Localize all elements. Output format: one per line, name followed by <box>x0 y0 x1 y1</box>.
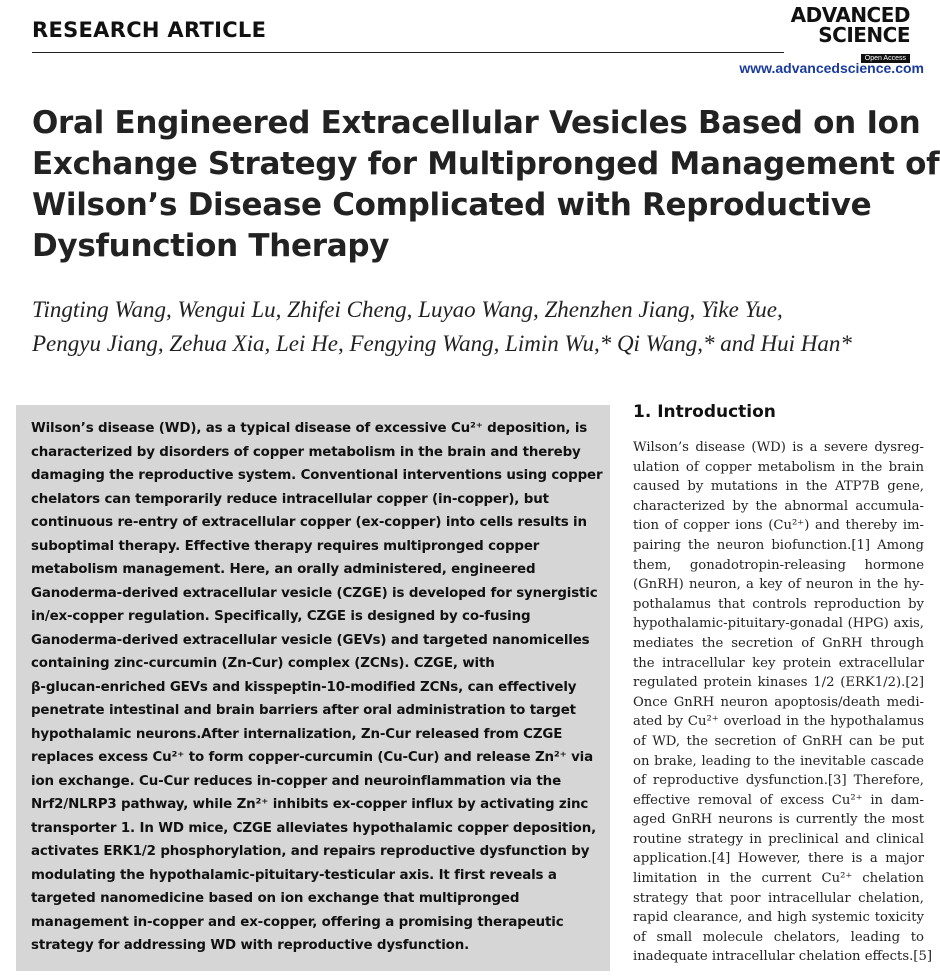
intro-line: aged GnRH neurons is currently the most <box>633 812 924 828</box>
abstract-line: metabolism management. Here, an orally administered, engineered <box>31 562 536 577</box>
intro-line: hypothalamic-pituitary-gonadal (HPG) axis, <box>633 616 924 632</box>
abstract-line: Wilson’s disease (WD), as a typical disease of excessive Cu²⁺ deposition, is <box>31 421 588 436</box>
intro-line: limitation in the current Cu²⁺ chelation <box>633 871 924 887</box>
intro-line: them, gonadotropin-releasing hormone <box>633 557 924 573</box>
intro-line: inadequate intracellular chelation effects.[5] <box>633 949 932 965</box>
abstract-line: chelators can temporarily reduce intracellular copper (in-copper), but <box>31 491 549 507</box>
abstract-line: characterized by disorders of copper metabolism in the brain and thereby <box>31 444 581 460</box>
intro-line: tion of copper ions (Cu²⁺) and thereby im- <box>633 518 924 534</box>
open-access-badge: Open Access <box>861 54 910 63</box>
intro-line: of reproductive dysfunction.[3] Therefore, <box>633 773 924 789</box>
intro-line: of small molecule chelators, leading to <box>633 929 924 945</box>
intro-line: the intracellular key protein extracellular <box>633 655 924 671</box>
abstract-line: β-glucan-enriched GEVs and kisspeptin-10-modified ZCNs, can effectively <box>31 679 577 695</box>
intro-line: ated by Cu²⁺ overload in the hypothalamus <box>633 714 924 730</box>
abstract-line: penetrate intestinal and brain barriers after oral administration to target <box>31 703 576 718</box>
intro-line: caused by mutations in the ATP7B gene, <box>633 479 924 495</box>
author-list <box>32 293 922 361</box>
intro-line: Once GnRH neuron apoptosis/death medi- <box>633 694 924 710</box>
intro-line: regulated protein kinases 1/2 (ERK1/2).[2] <box>633 675 924 691</box>
intro-line: effective removal of excess Cu²⁺ in dam- <box>633 792 924 808</box>
abstract-line: activates ERK1/2 phosphorylation, and repairs reproductive dysfunction by <box>31 844 590 859</box>
abstract-line: targeted nanomedicine based on ion exchange that multipronged <box>31 891 520 906</box>
logo-line-2: SCIENCE <box>818 23 910 47</box>
journal-logo <box>791 5 910 64</box>
abstract-line: Ganoderma-derived extracellular vesicle (GEVs) and targeted nanomicelles <box>31 632 590 648</box>
abstract-line: suboptimal therapy. Effective therapy requires multipronged copper <box>31 538 540 554</box>
abstract-line: management in-copper and ex-copper, offering a promising therapeutic <box>31 914 564 930</box>
abstract-line: Nrf2/NLRP3 pathway, while Zn²⁺ inhibits ex-copper influx by activating zinc <box>31 797 589 812</box>
intro-line: pairing the neuron biofunction.[1] Among <box>633 537 924 553</box>
logo-line-1: ADVANCED <box>790 3 910 27</box>
abstract-text <box>31 417 603 958</box>
intro-line: pothalamus that controls reproduction by <box>633 596 924 612</box>
intro-line: (GnRH) neuron, a key of neuron in the hy- <box>633 577 924 593</box>
abstract-line: modulating the hypothalamic-pituitary-testicular axis. It first reveals a <box>31 867 557 883</box>
abstract-line: hypothalamic neurons.After internalization, Zn-Cur released from CZGE <box>31 726 563 742</box>
intro-line: on brake, leading to the inevitable cascade <box>633 753 924 769</box>
title-line: Oral Engineered Extracellular Vesicles Based on Ion <box>32 105 921 141</box>
abstract-line: Ganoderma-derived extracellular vesicle (CZGE) is developed for synergistic <box>31 585 598 601</box>
intro-line: mediates the secretion of GnRH through <box>633 635 924 651</box>
abstract-box <box>16 405 610 971</box>
title-line: Dysfunction Therapy <box>32 228 390 264</box>
journal-url-link[interactable]: www.advancedscience.com <box>739 60 924 76</box>
abstract-line: transporter 1. In WD mice, CZGE alleviates hypothalamic copper deposition, <box>31 820 597 836</box>
intro-line: routine strategy in preclinical and clinical <box>633 831 924 847</box>
author-line: Pengyu Jiang, Zehua Xia, Lei He, Fengying Wang, Limin Wu,* Qi Wang,* and Hui Han* <box>32 331 852 356</box>
header-divider <box>32 52 784 53</box>
intro-line: characterized by the abnormal accumula- <box>633 498 924 514</box>
author-line: Tingting Wang, Wengui Lu, Zhifei Cheng, Luyao Wang, Zhenzhen Jiang, Yike Yue, <box>32 297 783 322</box>
introduction-heading: 1. Introduction <box>633 402 776 422</box>
abstract-line: strategy for addressing WD with reproductive dysfunction. <box>31 938 470 953</box>
title-line: Wilson’s Disease Complicated with Reproductive <box>32 187 872 223</box>
abstract-line: containing zinc-curcumin (Zn-Cur) complex (ZCNs). CZGE, with <box>31 656 495 671</box>
intro-line: strategy that poor intracellular chelation, <box>633 890 924 906</box>
abstract-line: replaces excess Cu²⁺ to form copper-curcumin (Cu-Cur) and release Zn²⁺ via <box>31 750 593 765</box>
intro-line: application.[4] However, there is a major <box>633 851 924 867</box>
abstract-line: ion exchange. Cu-Cur reduces in-copper and neuroinflammation via the <box>31 773 561 789</box>
article-title <box>32 103 940 267</box>
abstract-line: continuous re-entry of extracellular copper (ex-copper) into cells results in <box>31 515 587 530</box>
section-label: RESEARCH ARTICLE <box>32 18 267 42</box>
abstract-line: in/ex-copper regulation. Specifically, CZGE is designed by co-fusing <box>31 609 531 624</box>
intro-line: rapid clearance, and high systemic toxicity <box>633 910 924 926</box>
intro-line: of WD, the secretion of GnRH can be put <box>633 733 924 749</box>
intro-line: Wilson’s disease (WD) is a severe dysreg- <box>633 440 924 455</box>
introduction-text <box>633 438 932 967</box>
title-line: Exchange Strategy for Multipronged Management of <box>32 146 940 182</box>
abstract-line: damaging the reproductive system. Conventional interventions using copper <box>31 468 603 483</box>
intro-line: ulation of copper metabolism in the brain <box>633 459 924 475</box>
